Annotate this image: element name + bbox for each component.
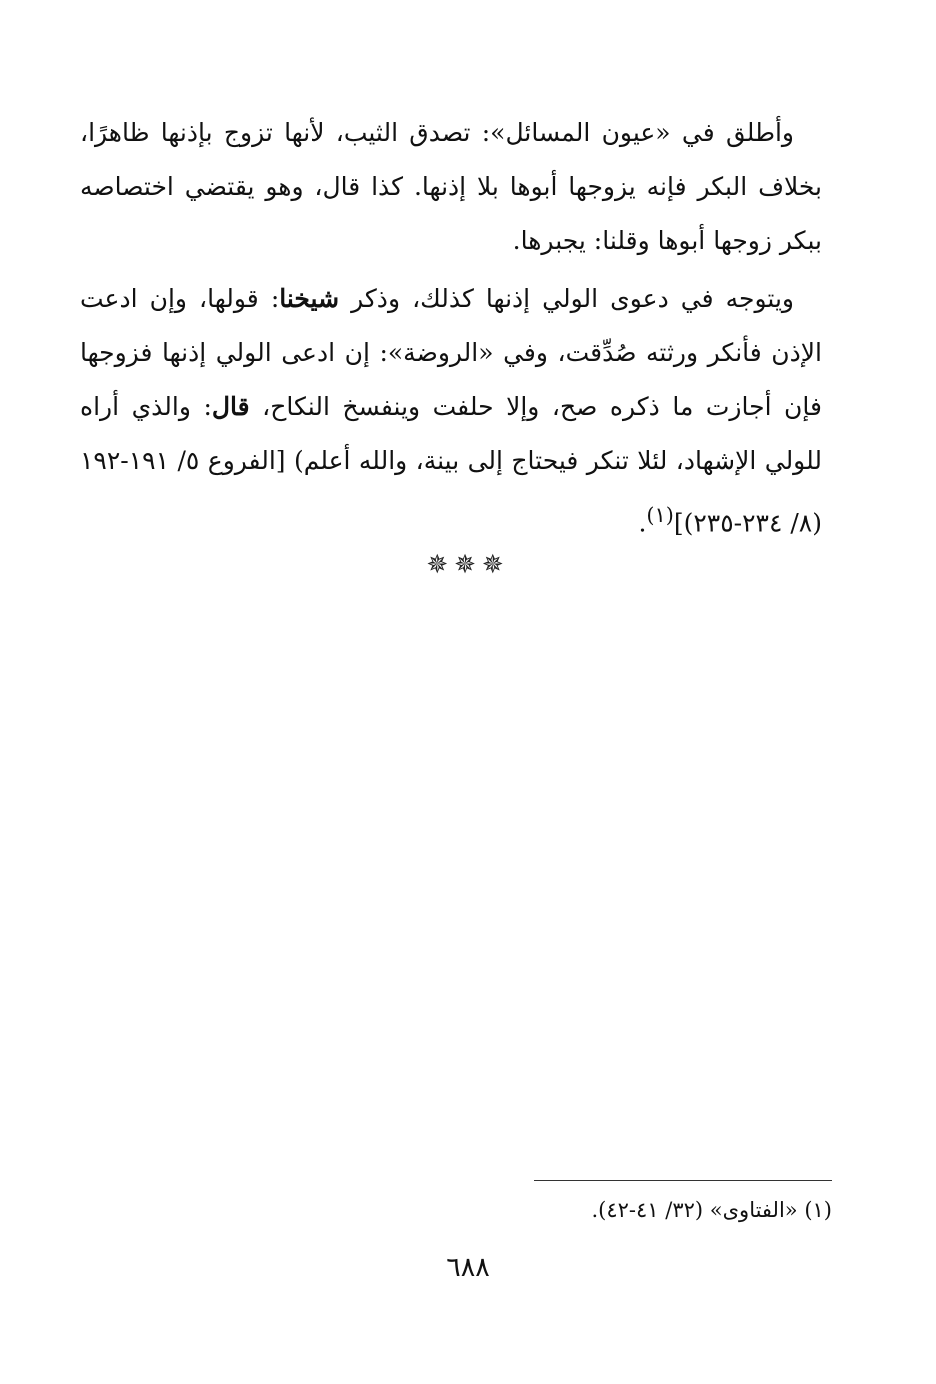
- footnote-separator: [534, 1180, 832, 1181]
- paragraph-2-end: .: [638, 508, 647, 538]
- paragraph-2-text-b: : قولها، وإن ادعت الإذن فأنكر ورثته صُدِّقت، وفي «الروضة»: إن ادعى الولي إذنها فزوجها فإن أجازت ما ذكره صح، وإلا حلفت وينفسخ النكاح،: [80, 284, 822, 421]
- paragraph-1: [80, 106, 822, 268]
- page-number: ٦٨٨: [446, 1252, 490, 1283]
- paragraph-2-bold-qala: قال: [211, 392, 250, 421]
- section-divider-ornament: ✵✵✵: [426, 550, 510, 580]
- paragraph-2: [80, 272, 822, 550]
- footnote: (١) «الفتاوى» (٣٢/ ٤١-٤٢).: [591, 1198, 832, 1222]
- footnote-reference: (١): [646, 503, 674, 527]
- paragraph-2-text-c: : والذي أراه للولي الإشهاد، لئلا تنكر فيحتاج إلى بينة، والله أعلم) [الفروع ٥/ ١٩١-١٩٢ (٨/ ٢٣٤-٢٣٥)]: [80, 392, 822, 538]
- paragraph-2-bold-shaykhuna: شيخنا: [279, 284, 340, 313]
- paragraph-2-text-a: ويتوجه في دعوى الولي إذنها كذلك، وذكر: [339, 284, 794, 313]
- paragraph-1-text: وأطلق في «عيون المسائل»: تصدق الثيب، لأنها تزوج بإذنها ظاهرًا، بخلاف البكر فإنه يزوجها أبوها بلا إذنها. كذا قال، وهو يقتضي اختصاصه ببكر زوجها أبوها وقلنا: يجبرها.: [80, 118, 822, 255]
